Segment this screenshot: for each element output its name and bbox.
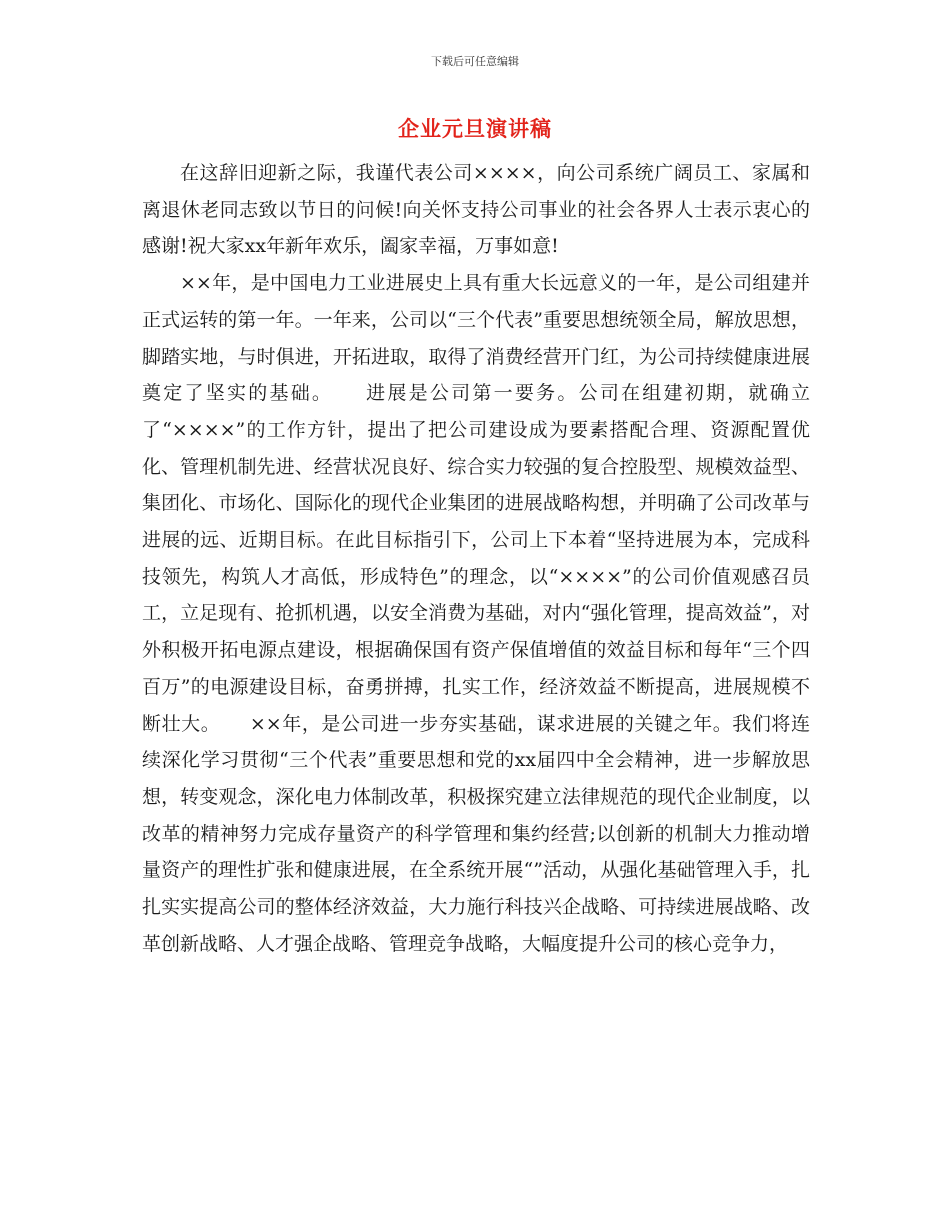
paragraph-review: ××年，是中国电力工业进展史上具有重大长远意义的一年，是公司组建并正式运转的第一年。一年来，公司以“三个代表”重要思想统领全局，解放思想，脚踏实地，与时俱进，开拓进取，取得了消费经营开门红，为公司持续健康进展奠定了坚实的基础。 进展是公司第一要务。公司在组建初期，就确立了“××××”的工作方针，提出了把公司建设成为要素搭配合理、资源配置优化、管理机制先进、经营状况良好、综合实力较强的复合控股型、规模效益型、集团化、市场化、国际化的现代企业集团的进展战略构想，并明确了公司改革与进展的远、近期目标。在此目标指引下，公司上下本着“坚持进展为本，完成科技领先，构筑人才高低，形成特色”的理念，以“××××”的公司价值观感召员工，立足现有、抢抓机遇，以安全消费为基础，对内“强化管理，提高效益”，对外积极开拓电源点建设，根据确保国有资产保值增值的效益目标和每年“三个四百万”的电源建设目标，奋勇拼搏，扎实工作，经济效益不断提高，进展规模不断壮大。 ××年，是公司进一步夯实基础，谋求进展的关键之年。我们将连续深化学习贯彻“三个代表”重要思想和党的xx届四中全会精神，进一步解放思想，转变观念，深化电力体制改革，积极探究建立法律规范的现代企业制度，以改革的精神努力完成存量资产的科学管理和集约经营;以创新的机制大力推动增量资产的理性扩张和健康进展，在全系统开展“”活动，从强化基础管理入手，扎扎实实提高公司的整体经济效益，大力施行科技兴企战略、可持续进展战略、改革创新战略、人才强企战略、管理竞争战略，大幅度提升公司的核心竞争力， — [142, 272, 810, 955]
header-note: 下载后可任意编辑 — [431, 55, 519, 68]
document-title: 企业元旦演讲稿 — [398, 116, 552, 141]
paragraph-greeting: 在这辞旧迎新之际，我谨代表公司××××，向公司系统广阔员工、家属和离退休老同志致以节日的问候!向关怀支持公司事业的社会各界人士表示衷心的感谢!祝大家xx年新年欢乐，阖家幸福，万事如意! — [142, 162, 810, 258]
document-body — [142, 155, 810, 962]
